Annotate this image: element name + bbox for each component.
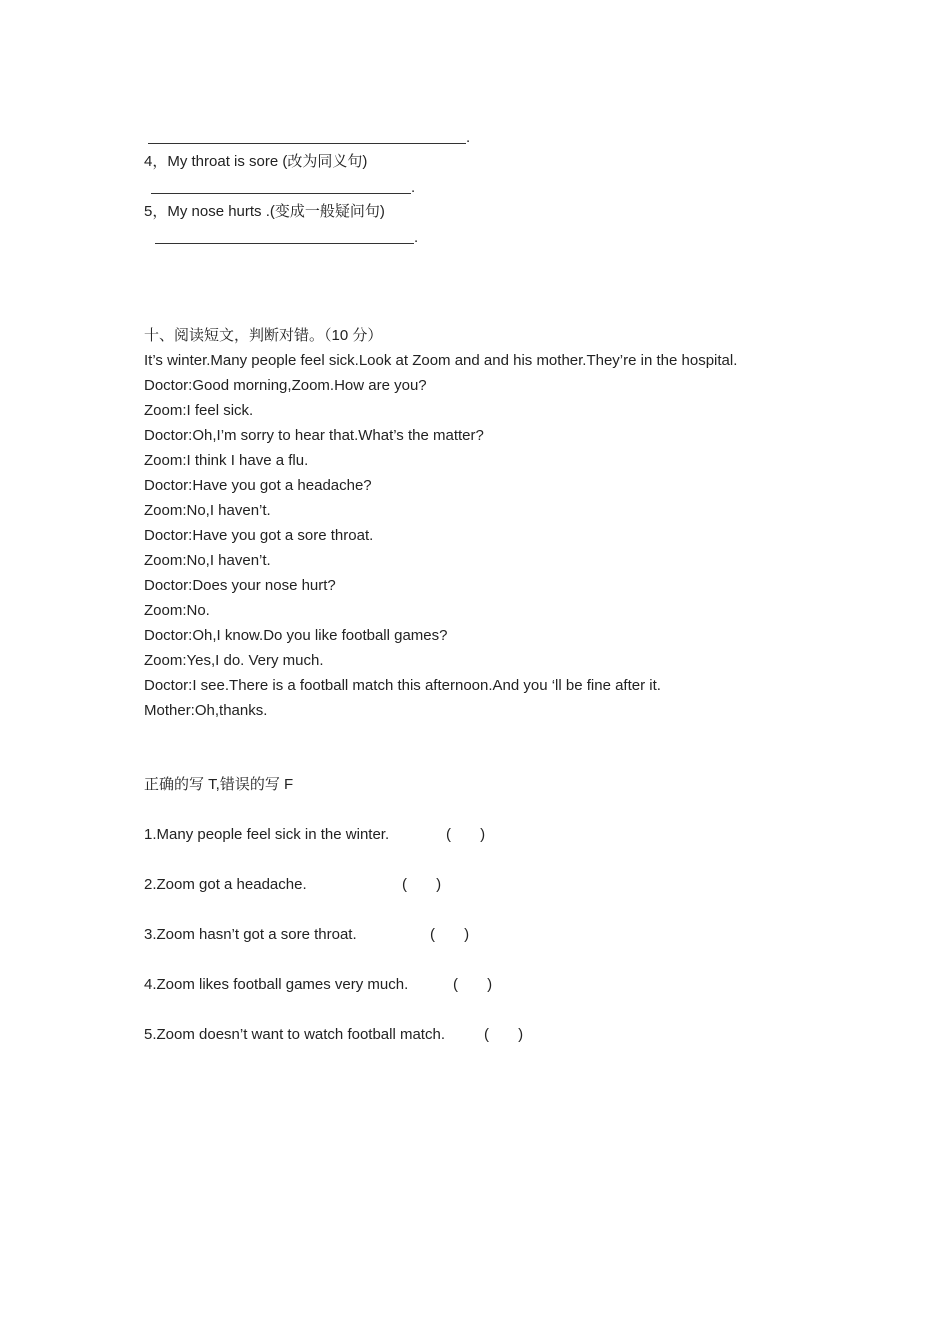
answer-blank-4-period: . [411,179,416,196]
answer-paren-4[interactable]: ( ) [453,976,493,993]
judgement-instruction: 正确的写 T,错误的写 F [144,776,294,793]
answer-paren-1[interactable]: ( ) [446,826,486,843]
passage-line: Doctor:Oh,I know.Do you like football games? [144,627,448,644]
answer-paren-5[interactable]: ( ) [484,1026,524,1043]
passage-line: Zoom:I think I have a flu. [144,452,309,469]
passage-line: Doctor:Have you got a headache? [144,477,372,494]
passage-line: Zoom:No,I haven’t. [144,552,271,569]
passage-line: Zoom:Yes,I do. Very much. [144,652,324,669]
passage-line: Doctor:Have you got a sore throat. [144,527,374,544]
answer-blank-3-period: . [466,129,471,146]
question-3: 3.Zoom hasn’t got a sore throat. [144,926,357,943]
question-4: 4.Zoom likes football games very much. [144,976,409,993]
passage-line: Doctor:Does your nose hurt? [144,577,336,594]
passage-line: Mother:Oh,thanks. [144,702,268,719]
answer-blank-5[interactable] [155,243,414,244]
answer-paren-3[interactable]: ( ) [430,926,470,943]
answer-blank-3[interactable] [148,143,466,144]
exercise-item-5: 5，My nose hurts .(变成一般疑问句) [144,203,385,220]
passage-line: It’s winter.Many people feel sick.Look at Zoom and and his mother.They’re in the hospital. [144,352,738,369]
passage-line: Doctor:I see.There is a football match this afternoon.And you ‘ll be fine after it. [144,677,661,694]
question-5: 5.Zoom doesn’t want to watch football match. [144,1026,445,1043]
answer-blank-5-period: . [414,229,419,246]
answer-paren-2[interactable]: ( ) [402,876,442,893]
passage-line: Zoom:I feel sick. [144,402,254,419]
answer-blank-4[interactable] [151,193,411,194]
passage-line: Doctor:Good morning,Zoom.How are you? [144,377,427,394]
question-1: 1.Many people feel sick in the winter. [144,826,390,843]
passage-line: Doctor:Oh,I’m sorry to hear that.What’s the matter? [144,427,484,444]
question-2: 2.Zoom got a headache. [144,876,307,893]
exercise-item-4: 4，My throat is sore (改为同义句) [144,153,368,170]
passage-line: Zoom:No. [144,602,210,619]
passage-line: Zoom:No,I haven’t. [144,502,271,519]
section-heading: 十、阅读短文，判断对错。（10 分） [144,327,383,344]
